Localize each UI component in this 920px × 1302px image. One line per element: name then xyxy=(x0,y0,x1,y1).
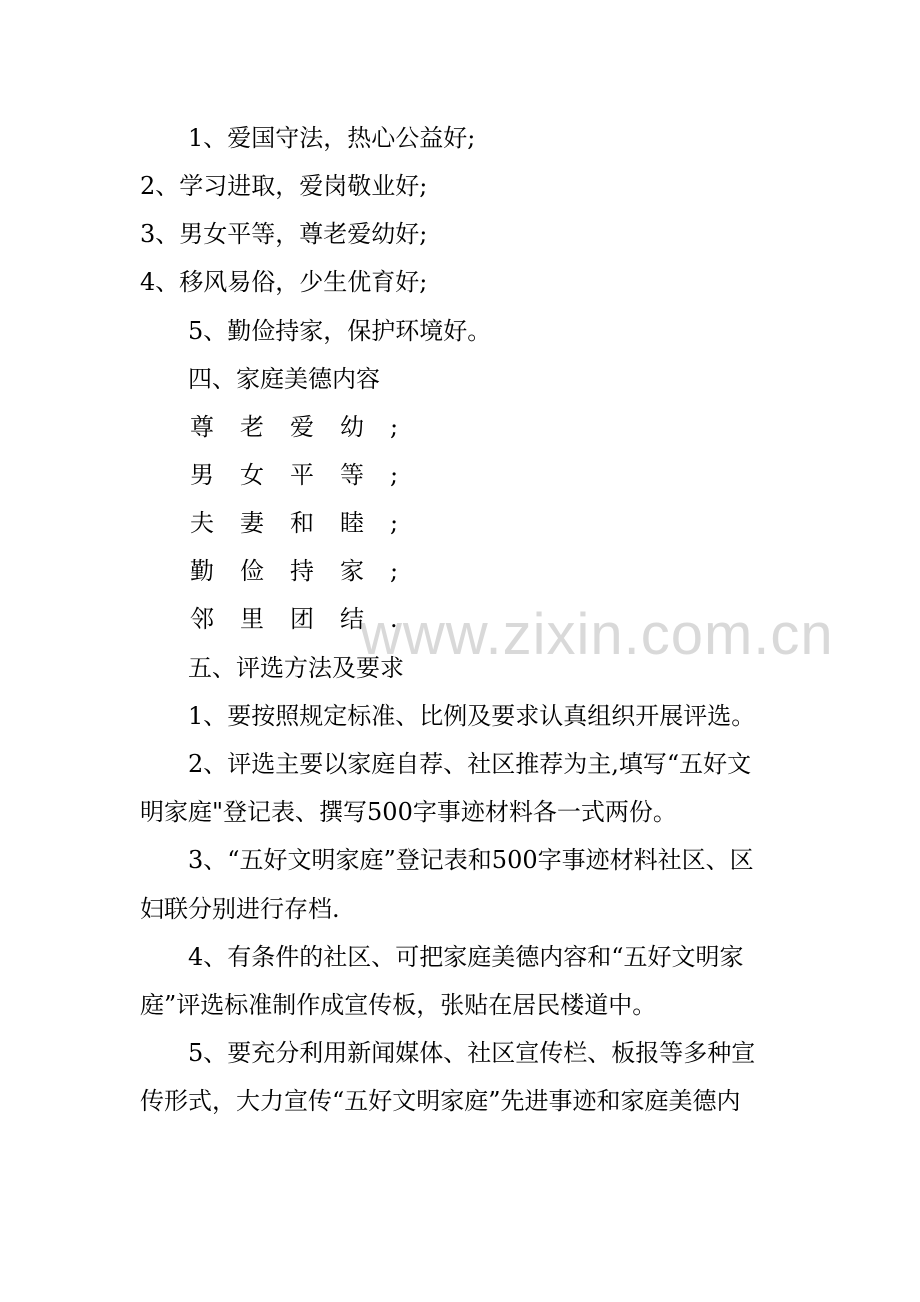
watermark: www.zixin.com.cn xyxy=(360,602,834,667)
list-item: 2、学习进取，爱岗敬业好; xyxy=(140,172,428,200)
virtue-item: 男女平等; xyxy=(190,461,425,489)
paragraph-line: 明家庭"登记表、撰写500字事迹材料各一式两份。 xyxy=(140,798,677,826)
paragraph-line: 传形式，大力宣传“五好文明家庭”先进事迹和家庭美德内 xyxy=(140,1087,741,1115)
paragraph-line: 5、要充分利用新闻媒体、社区宣传栏、板报等多种宣 xyxy=(188,1039,756,1067)
list-item: 5、勤俭持家，保护环境好。 xyxy=(188,317,492,345)
virtue-item: 邻里团结. xyxy=(190,605,424,633)
paragraph-line: 庭”评选标准制作成宣传板，张贴在居民楼道中。 xyxy=(140,991,657,1019)
list-item: 1、爱国守法，热心公益好; xyxy=(188,124,476,152)
paragraph-line: 妇联分别进行存档. xyxy=(140,895,340,923)
list-item: 3、男女平等，尊老爱幼好; xyxy=(140,220,428,248)
section-heading: 四、家庭美德内容 xyxy=(188,365,380,393)
paragraph-line: 2、评选主要以家庭自荐、社区推荐为主,填写“五好文 xyxy=(188,750,752,778)
paragraph-line: 3、“五好文明家庭”登记表和500字事迹材料社区、区 xyxy=(188,846,754,874)
virtue-item: 勤俭持家; xyxy=(190,557,425,585)
list-item: 4、移风易俗，少生优育好; xyxy=(140,268,428,296)
paragraph-line: 4、有条件的社区、可把家庭美德内容和“五好文明家 xyxy=(188,943,744,971)
paragraph-line: 1、要按照规定标准、比例及要求认真组织开展评选。 xyxy=(188,702,756,730)
virtue-item: 夫妻和睦; xyxy=(190,509,425,537)
virtue-item: 尊老爱幼; xyxy=(190,413,425,441)
section-heading: 五、评选方法及要求 xyxy=(188,654,404,682)
